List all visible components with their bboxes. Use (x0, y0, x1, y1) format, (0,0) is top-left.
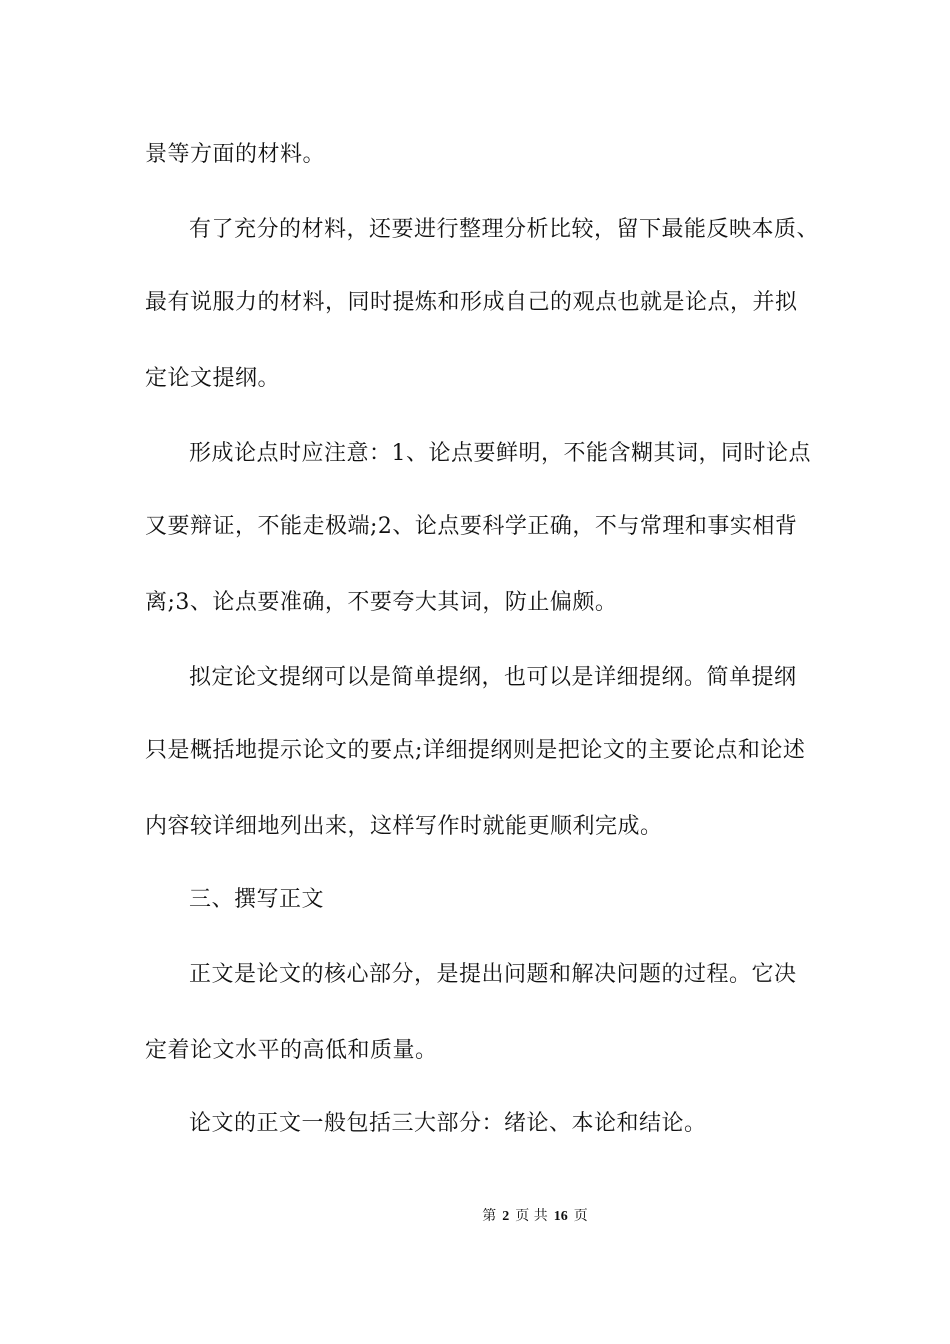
text-line: 拟定论文提纲可以是简单提纲，也可以是详细提纲。简单提纲 (189, 665, 797, 690)
text-line: 内容较详细地列出来，这样写作时就能更顺利完成。 (145, 814, 663, 839)
total-pages-number: 16 (553, 1209, 568, 1224)
text-line: 又要辩证，不能走极端;2、论点要科学正确，不与常理和事实相背 (145, 514, 798, 539)
text-line: 离;3、论点要准确，不要夸大其词，防止偏颇。 (145, 590, 618, 615)
footer-suffix: 页 (573, 1208, 588, 1224)
text-line: 最有说服力的材料，同时提炼和形成自己的观点也就是论点，并拟 (145, 290, 798, 315)
text-line: 景等方面的材料。 (145, 142, 326, 167)
text-line: 有了充分的材料，还要进行整理分析比较，留下最能反映本质、 (189, 217, 820, 242)
text-line: 只是概括地提示论文的要点;详细提纲则是把论文的主要论点和论述 (145, 738, 806, 763)
footer-middle: 页 共 (515, 1208, 548, 1224)
text-line: 定论文提纲。 (145, 366, 281, 391)
footer-prefix: 第 (482, 1208, 497, 1224)
text-line: 论文的正文一般包括三大部分：绪论、本论和结论。 (189, 1111, 707, 1136)
current-page-number: 2 (502, 1209, 510, 1224)
text-line: 定着论文水平的高低和质量。 (145, 1038, 438, 1063)
page-footer (0, 1207, 950, 1226)
text-line: 形成论点时应注意：1、论点要鲜明，不能含糊其词，同时论点 (189, 441, 811, 466)
text-line: 正文是论文的核心部分，是提出问题和解决问题的过程。它决 (189, 962, 797, 987)
section-heading: 三、撰写正文 (189, 887, 325, 912)
